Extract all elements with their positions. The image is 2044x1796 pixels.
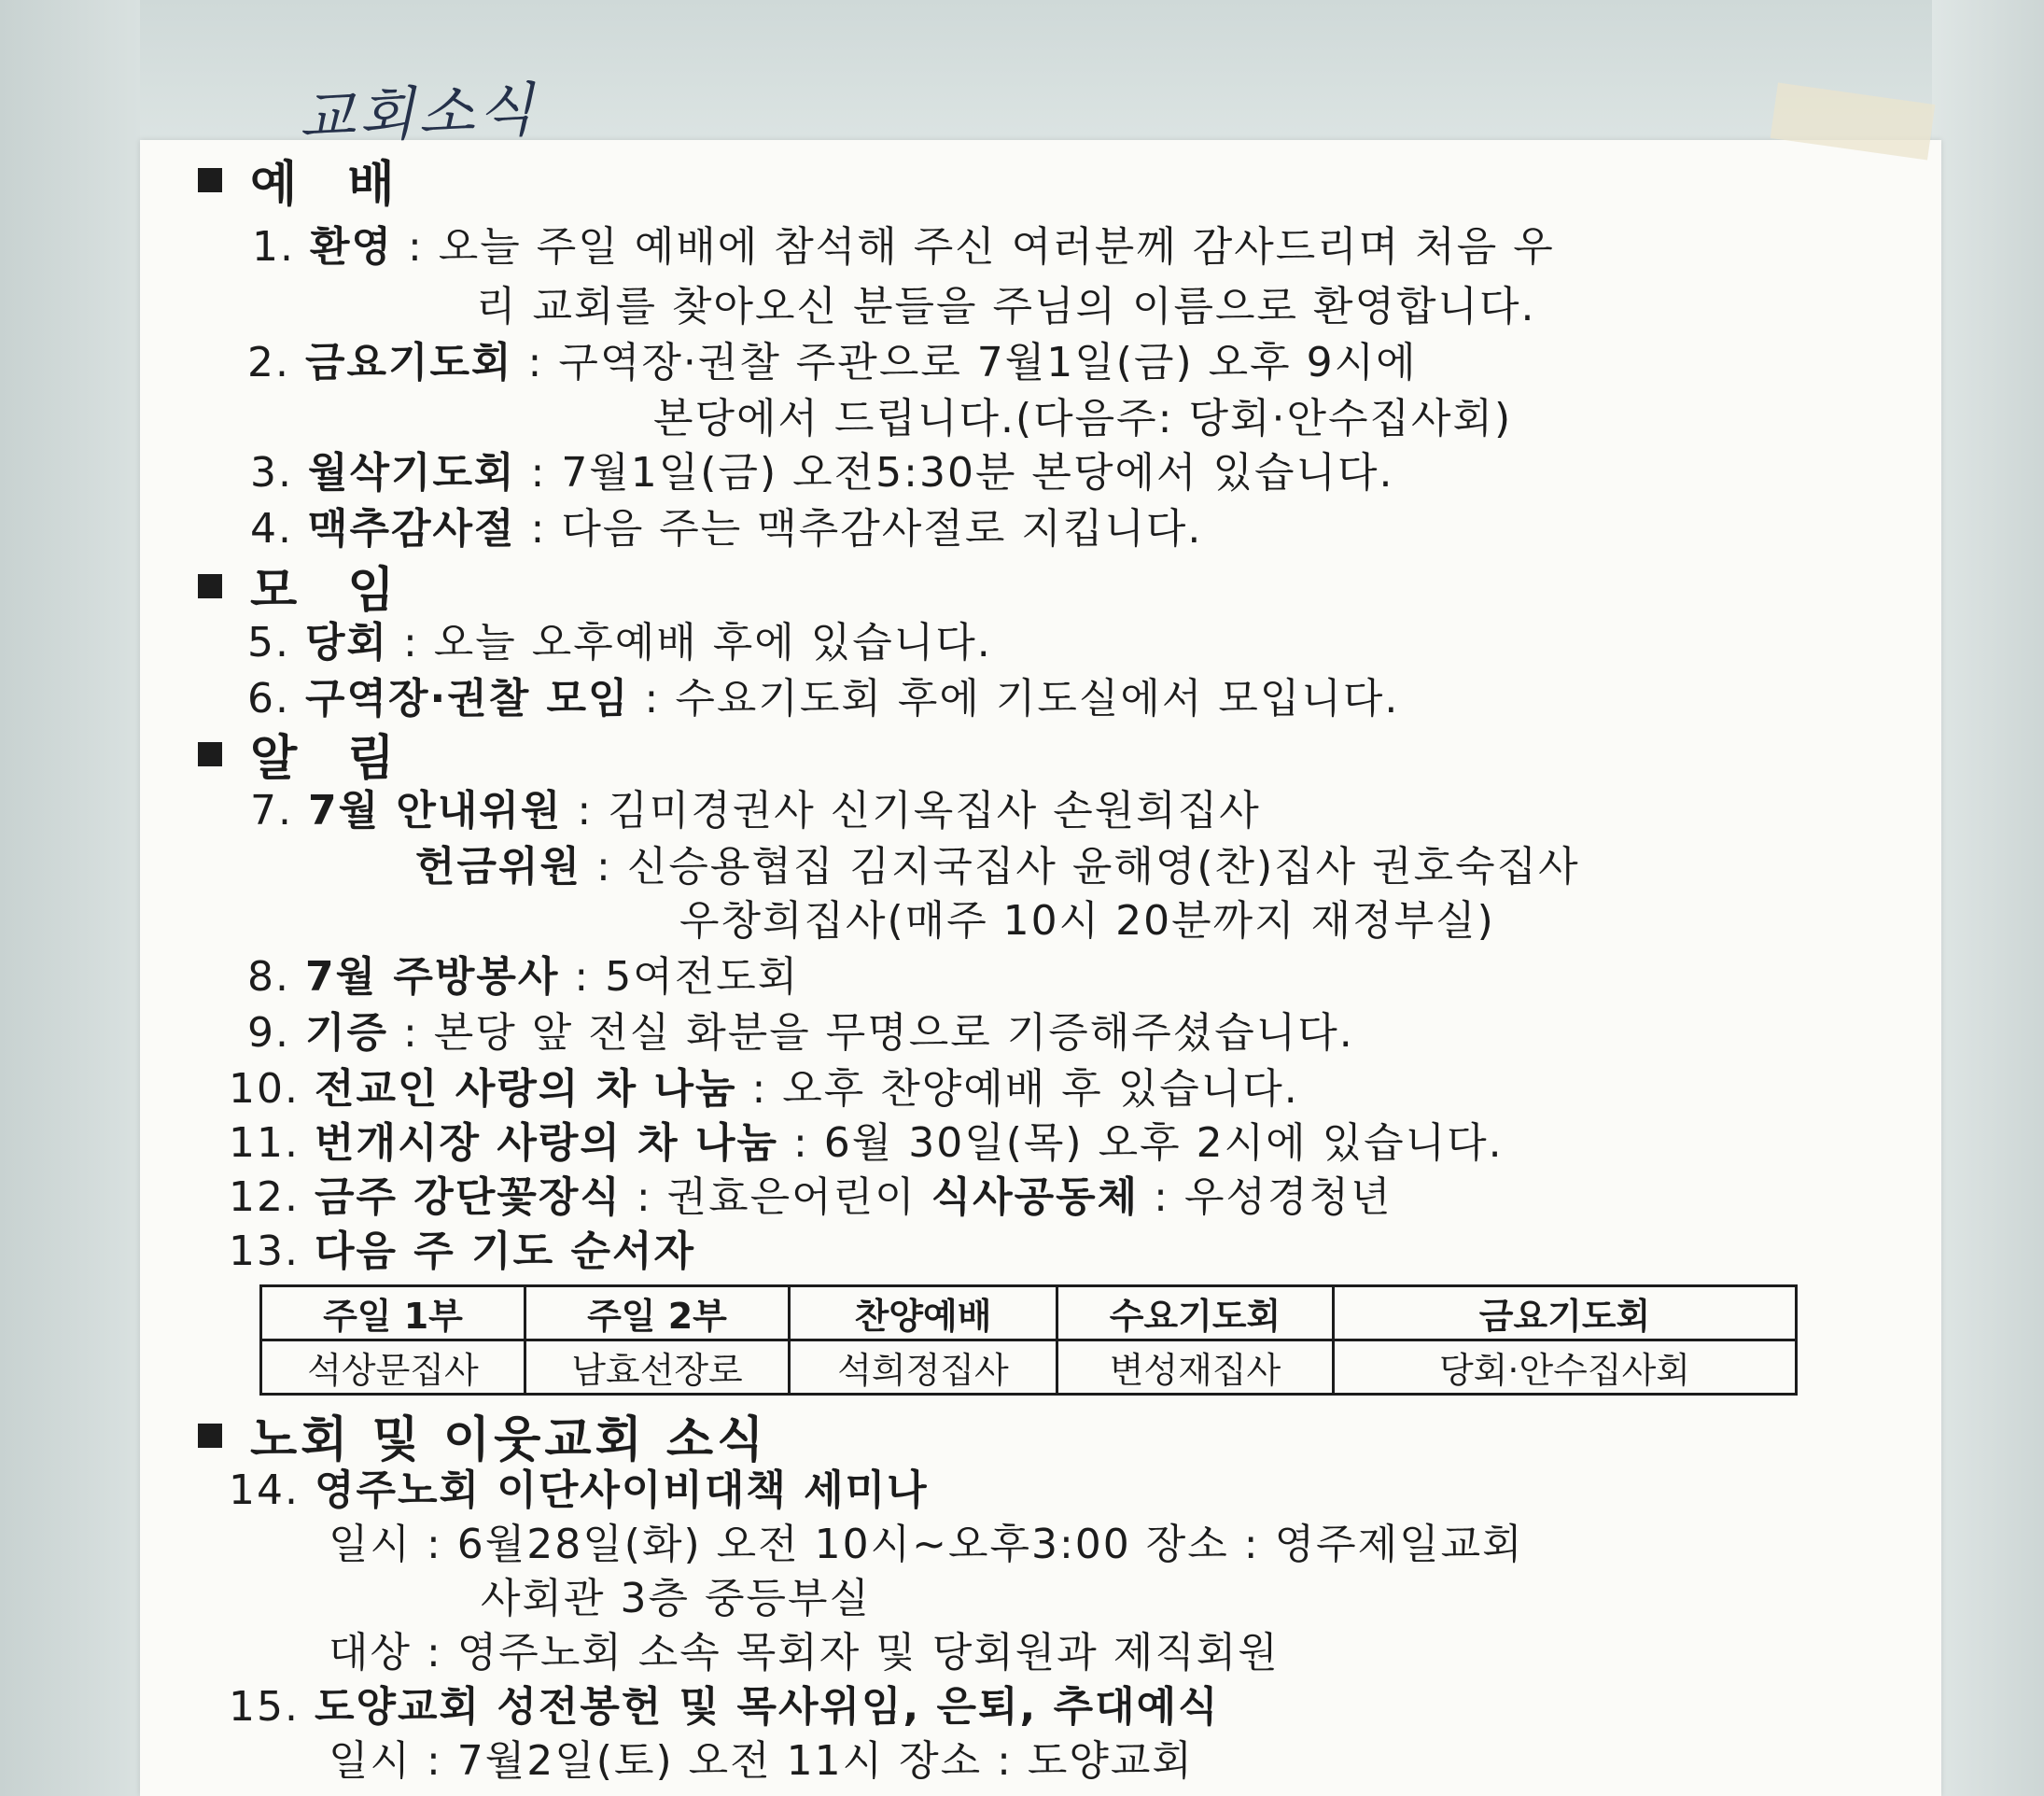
item-label: 맥추감사절 xyxy=(307,505,516,553)
item-label: 식사공동체 xyxy=(931,1173,1140,1221)
table-header-cell: 주일 1부 xyxy=(261,1286,525,1340)
item-7-continued: 우창희집사(매주 10시 20분까지 재정부실) xyxy=(679,897,1495,945)
item-text: 6월 30일(목) 오후 2시에 있습니다. xyxy=(823,1119,1504,1167)
item-label: 기증 xyxy=(304,1009,388,1057)
item-text: 수요기도회 후에 기도실에서 모입니다. xyxy=(675,675,1400,723)
item-number: 3. xyxy=(250,449,293,497)
section-title: 알 림 xyxy=(250,731,412,787)
separator: : xyxy=(512,339,559,386)
section-worship xyxy=(198,145,412,215)
separator: : xyxy=(562,787,609,835)
item-5 xyxy=(247,609,992,668)
item-15-date: 일시 : 7월2일(토) 오전 11시 장소 : 도양교회 xyxy=(329,1737,1194,1785)
item-number: 7. xyxy=(250,787,293,835)
separator: : xyxy=(581,843,627,891)
separator: : xyxy=(515,505,562,553)
separator: : xyxy=(393,223,439,271)
item-number: 1. xyxy=(252,223,295,271)
item-text: 신승용협집 김지국집사 윤해영(찬)집사 권호숙집사 xyxy=(626,843,1580,891)
item-label: 구역장·권찰 모임 xyxy=(304,675,630,723)
item-label: 금주 강단꽃장식 xyxy=(314,1173,622,1221)
item-number: 9. xyxy=(247,1009,290,1057)
item-12 xyxy=(229,1163,1393,1223)
item-label: 번개시장 사랑의 차 나눔 xyxy=(314,1119,778,1167)
item-10 xyxy=(229,1055,1299,1115)
separator: : xyxy=(777,1119,824,1167)
item-text: 오후 찬양예배 후 있습니다. xyxy=(782,1065,1299,1113)
table-cell: 변성재집사 xyxy=(1057,1340,1334,1395)
item-text: 우성경청년 xyxy=(1183,1173,1393,1221)
separator: : xyxy=(736,1065,783,1113)
item-14-target: 대상 : 영주노회 소속 목회자 및 당회원과 제직회원 xyxy=(329,1629,1280,1677)
handwritten-title: 교회소식 xyxy=(297,75,539,152)
item-7-offering xyxy=(415,833,1580,892)
table-cell: 석희정집사 xyxy=(790,1340,1057,1395)
item-2 xyxy=(247,329,1418,388)
table-header-row xyxy=(261,1286,1797,1340)
item-label: 다음 주 기도 순서자 xyxy=(314,1228,695,1275)
item-3 xyxy=(250,439,1393,498)
separator: : xyxy=(621,1173,667,1221)
square-bullet-icon xyxy=(198,742,222,766)
item-number: 8. xyxy=(247,953,290,1001)
item-text: 오늘 주일 예배에 참석해 주신 여러분께 감사드리며 처음 우 xyxy=(438,223,1555,271)
item-14 xyxy=(229,1456,929,1516)
item-label: 금요기도회 xyxy=(304,339,513,386)
item-label: 헌금위원 xyxy=(415,843,582,891)
item-15 xyxy=(229,1673,1220,1733)
item-number: 13. xyxy=(229,1228,300,1275)
item-9 xyxy=(247,999,1354,1059)
item-14-date-continued: 사회관 3층 중등부실 xyxy=(481,1575,871,1622)
square-bullet-icon xyxy=(198,574,222,598)
table-header-cell: 금요기도회 xyxy=(1334,1286,1797,1340)
item-7 xyxy=(250,777,1261,836)
item-number: 2. xyxy=(247,339,290,386)
table-header-cell: 수요기도회 xyxy=(1057,1286,1334,1340)
item-number: 14. xyxy=(229,1466,300,1514)
item-number: 6. xyxy=(247,675,290,723)
item-label: 당회 xyxy=(304,619,388,666)
item-text: 다음 주는 맥추감사절로 지킵니다. xyxy=(561,505,1203,553)
square-bullet-icon xyxy=(198,168,222,192)
item-label: 7월 안내위원 xyxy=(307,787,563,835)
item-14-date: 일시 : 6월28일(화) 오전 10시~오후3:00 장소 : 영주제일교회 xyxy=(329,1521,1524,1568)
item-2-continued: 본당에서 드립니다.(다음주: 당회·안수집사회) xyxy=(653,395,1513,442)
table-cell: 석상문집사 xyxy=(261,1340,525,1395)
separator: : xyxy=(388,1009,434,1057)
item-number: 5. xyxy=(247,619,290,666)
item-1-continued: 리 교회를 찾아오신 분들을 주님의 이름으로 환영합니다. xyxy=(476,283,1536,330)
separator: : xyxy=(559,953,606,1001)
section-title: 노회 및 이웃교회 소식 xyxy=(250,1412,768,1468)
table-header-cell: 주일 2부 xyxy=(525,1286,790,1340)
separator: : xyxy=(515,449,562,497)
separator: : xyxy=(1139,1173,1184,1221)
separator: : xyxy=(629,675,676,723)
item-text: 오늘 오후예배 후에 있습니다. xyxy=(433,619,992,666)
item-text: 본당 앞 전실 화분을 무명으로 기증해주셨습니다. xyxy=(433,1009,1354,1057)
item-number: 10. xyxy=(229,1065,300,1113)
table-row xyxy=(261,1340,1797,1395)
item-6 xyxy=(247,665,1399,724)
item-number: 4. xyxy=(250,505,293,553)
item-label: 환영 xyxy=(309,223,393,271)
prayer-schedule-table xyxy=(259,1284,1798,1396)
item-8 xyxy=(247,943,799,1003)
table-header-cell: 찬양예배 xyxy=(790,1286,1057,1340)
item-text: 5여전도회 xyxy=(605,953,800,1001)
item-number: 11. xyxy=(229,1119,300,1167)
section-title: 예 배 xyxy=(250,157,412,213)
item-label: 7월 주방봉사 xyxy=(304,953,560,1001)
item-text: 7월1일(금) 오전5:30분 본당에서 있습니다. xyxy=(561,449,1394,497)
item-13 xyxy=(229,1217,695,1277)
item-text: 김미경권사 신기옥집사 손원희집사 xyxy=(608,787,1261,835)
item-number: 15. xyxy=(229,1683,300,1731)
item-label: 월삭기도회 xyxy=(307,449,516,497)
item-label: 영주노회 이단사이비대책 세미나 xyxy=(314,1466,929,1514)
item-11 xyxy=(229,1109,1504,1169)
separator: : xyxy=(388,619,434,666)
item-4 xyxy=(250,495,1202,554)
item-text: 구역장·권찰 주관으로 7월1일(금) 오후 9시에 xyxy=(558,339,1418,386)
item-label: 전교인 사랑의 차 나눔 xyxy=(314,1065,737,1113)
table-cell: 당회·안수집사회 xyxy=(1334,1340,1797,1395)
item-1 xyxy=(252,213,1555,273)
table-cell: 남효선장로 xyxy=(525,1340,790,1395)
section-title: 모 임 xyxy=(250,563,412,619)
item-label: 도양교회 성전봉헌 및 목사위임, 은퇴, 추대예식 xyxy=(314,1683,1220,1731)
item-text: 권효은어린이 xyxy=(666,1173,931,1221)
item-number: 12. xyxy=(229,1173,300,1221)
square-bullet-icon xyxy=(198,1424,222,1448)
